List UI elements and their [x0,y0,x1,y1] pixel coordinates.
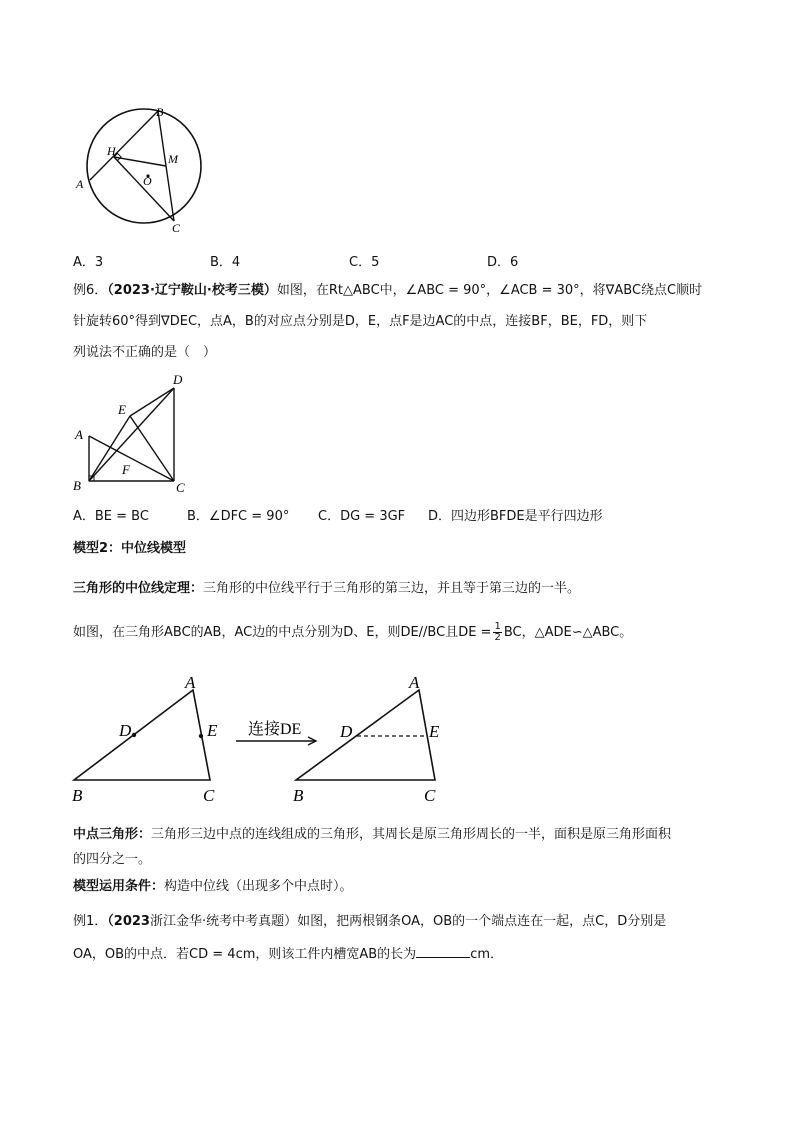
left-point-d [132,733,136,737]
label-d: D [173,372,183,387]
ex6-option-b: B．∠DFC = 90° [187,509,290,524]
option-a: A．3 [73,255,104,270]
model2-title: 模型2：中位线模型 [73,541,187,556]
ex6-prefix: 例 [73,283,87,298]
right-triangle [296,690,435,780]
conditions-label: 模型运用条件： [73,879,165,894]
seg-bd [89,388,174,481]
label-a: A [75,427,83,442]
label-e: E [118,402,126,417]
left-label-d: D [119,721,132,740]
circle-figure [70,100,210,235]
theorem-line [73,580,580,598]
label-b: B [156,105,164,119]
label-o: O [143,174,152,188]
ex1-prefix: 例 [73,914,87,929]
frac-den: 2 [494,632,501,643]
ex1-source: （2023 [107,914,150,929]
option-d: D．6 [487,255,519,270]
theorem-example-part2: BC，△ADE∽△ABC。 [503,625,633,640]
ex6-text1: 如图，在Rt△ABC中，∠ABC = 90°，∠ACB = 30°，将∇ABC绕点C顺时 [276,283,703,298]
midline-figure [64,668,454,810]
conditions-line [73,878,353,896]
ex6-option-d: D．四边形BFDE是平行四边形 [428,509,603,524]
left-point-e [199,734,203,738]
label-h: H [107,144,116,158]
label-m: M [168,152,178,166]
seg-ac [89,436,174,481]
label-c: C [176,480,185,495]
ex6-line3: 列说法不正确的是（ ） [73,345,217,360]
theorem-example [73,622,632,643]
label-c: C [172,221,181,235]
chord-ba [90,111,158,180]
ex6-number: 6． [86,283,108,298]
theorem-example-part1: 如图，在三角形ABC的AB，AC边的中点分别为D、E，则DE//BC且DE = [73,625,492,640]
answer-blank[interactable] [416,945,470,958]
left-label-a: A [185,673,196,692]
ex1-text2: OA，OB的中点．若CD = 4cm，则该工件内槽宽AB的长为 [73,947,417,962]
ex6-line1 [73,282,702,300]
theorem-text: 三角形的中位线平行于三角形的第三边，并且等于第三边的一半。 [203,581,581,596]
frac-num: 1 [494,621,501,632]
segment-hc [114,157,174,221]
ex1-line1 [73,913,666,931]
option-c: C．5 [349,255,380,270]
right-label-d: D [340,722,353,741]
label-f: F [122,462,130,477]
ex6-option-c: C．DG = 3GF [318,509,406,524]
left-label-b: B [72,786,83,805]
ex6-option-a: A．BE = BC [73,509,149,524]
right-label-b: B [293,786,304,805]
right-label-e: E [429,722,440,741]
left-label-e: E [207,721,218,740]
ex1-number: 1． [86,914,108,929]
left-label-c: C [203,786,215,805]
ex6-line2: 针旋转60°得到∇DEC，点A，B的对应点分别是D，E，点F是边AC的中点，连接BF，BE，FD，则下 [73,314,648,329]
right-label-c: C [424,786,436,805]
theorem-label: 三角形的中位线定理： [73,581,204,596]
ex1-line2 [73,945,503,964]
midpoint-triangle-line1 [73,826,671,844]
seg-ec [130,416,174,481]
arrow-label: 连接DE [248,721,302,738]
midpoint-triangle-label: 中点三角形： [73,827,152,842]
midpoint-triangle-text1: 三角形三边中点的连线组成的三角形，其周长是原三角形周长的一半，面积是原三角形面积 [151,827,672,842]
option-b: B．4 [210,255,241,270]
midpoint-triangle-line2: 的四分之一。 [73,852,152,867]
conditions-text: 构造中位线（出现多个中点时）。 [164,879,353,894]
ex6-source: （2023·辽宁鞍山·校考三模） [107,283,277,298]
ex1-unit: cm． [470,947,503,962]
left-triangle [74,690,210,780]
fraction-one-half [493,622,501,643]
right-label-a: A [409,673,420,692]
triangle-rotation-figure [70,370,200,496]
ex1-text1: 浙江金华·统考中考真题）如图，把两根钢条OA，OB的一个端点连在一起，点C，D分别是 [149,914,667,929]
label-b: B [73,478,81,493]
label-a: A [76,177,84,191]
